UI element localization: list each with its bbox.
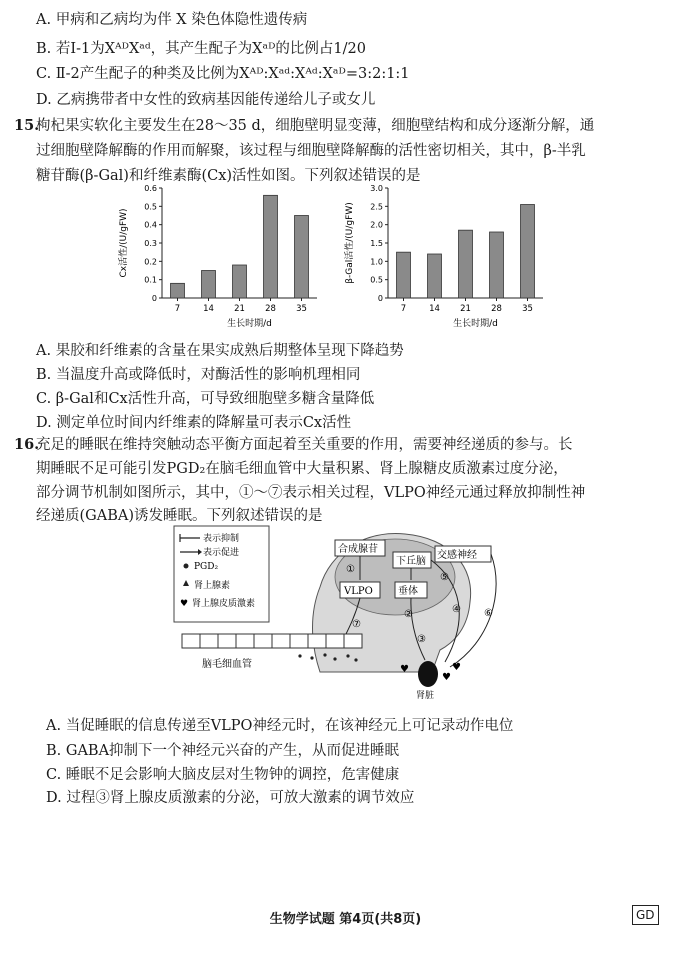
process-3: ③ [417, 634, 426, 645]
bar-21 [233, 265, 247, 298]
svg-text:♥: ♥ [400, 664, 409, 675]
y-tick-label: 0.1 [144, 275, 157, 285]
cx-activity-chart [112, 180, 327, 330]
bar-28 [264, 195, 278, 298]
label-hypothalamus: 下丘脑 [396, 556, 426, 567]
y-tick-label: 3.0 [370, 184, 383, 193]
bar-35 [295, 216, 309, 299]
q16-number: 16. [14, 436, 40, 453]
bar-7 [171, 283, 185, 298]
x-tick-label: 35 [522, 304, 533, 314]
process-4: ④ [452, 604, 461, 615]
y-tick-label: 0.2 [144, 257, 157, 267]
y-tick-label: 0 [151, 294, 157, 303]
bar-21 [459, 230, 473, 298]
legend-inhibit: 表示抑制 [203, 534, 240, 544]
page-footer: 生物学试题 第4页(共8页) [269, 912, 422, 927]
y-tick-label: 2.5 [370, 202, 383, 212]
y-tick-label: 0.4 [144, 220, 157, 230]
process-5: ⑤ [440, 572, 449, 583]
label-kidney: 肾脏 [416, 691, 435, 700]
y-tick-label: 0.3 [144, 239, 157, 248]
legend-pgd2: PGD₂ [194, 562, 219, 572]
label-vlpo: VLPO [344, 586, 373, 597]
y-tick-label: 1.0 [370, 257, 383, 267]
label-adenosine: 合成腺苷 [338, 544, 378, 555]
q16-stem-line3: 部分调节机制如图所示，其中，①～⑦表示相关过程，VLPO神经元通过释放抑制性神 [36, 485, 586, 501]
q16-option-b: B. GABA抑制下一个神经元兴奋的产生，从而促进睡眠 [46, 743, 400, 759]
q16-option-c: C. 睡眠不足会影响大脑皮层对生物钟的调控，危害健康 [46, 767, 400, 783]
capillary-cells [182, 634, 362, 662]
sleep-regulation-diagram [170, 522, 510, 700]
y-axis-label: β-Gal活性/(U/gFW) [345, 202, 355, 284]
q14-option-c: C. Ⅱ-2产生配子的种类及比例为Xᴬᴰ:Xᵃᵈ:Xᴬᵈ:Xᵃᴰ=3:2:1:1 [36, 66, 410, 82]
bar-7 [397, 252, 411, 298]
y-tick-label: 0.6 [144, 184, 157, 193]
q16-stem-line4: 经递质(GABA)诱发睡眠。下列叙述错误的是 [36, 508, 323, 524]
q14-option-b: B. 若Ⅰ-1为XᴬᴰXᵃᵈ，其产生配子为Xᵃᴰ的比例占1/20 [36, 41, 366, 57]
y-tick-label: 0.5 [370, 275, 383, 285]
q16-option-d: D. 过程③肾上腺皮质激素的分泌，可放大激素的调节效应 [46, 790, 415, 806]
q14-option-d: D. 乙病携带者中女性的致病基因能传递给儿子或女儿 [36, 92, 376, 108]
q15-option-c: C. β-Gal和Cx活性升高，可导致细胞壁多糖含量降低 [36, 391, 375, 407]
bar-14 [428, 254, 442, 298]
bar-14 [202, 271, 216, 299]
process-1: ① [346, 564, 355, 575]
label-capillary: 脑毛细血管 [202, 659, 252, 670]
heart-symbol: ♥ [180, 599, 189, 609]
process-7: ⑦ [352, 619, 361, 630]
pgd2-dot-symbol [184, 564, 189, 569]
q15-option-b: B. 当温度升高或降低时，对酶活性的影响机理相同 [36, 367, 361, 383]
y-tick-label: 2.0 [370, 220, 383, 230]
bar-28 [490, 232, 504, 298]
q16-option-a: A. 当促睡眠的信息传递至VLPO神经元时，在该神经元上可记录动作电位 [46, 718, 514, 734]
q16-stem-line2: 期睡眠不足可能引发PGD₂在脑毛细血管中大量积累、肾上腺糖皮质激素过度分泌， [36, 461, 568, 477]
q15-stem-line3: 糖苷酶(β-Gal)和纤维素酶(Cx)活性如图。下列叙述错误的是 [36, 168, 421, 184]
x-tick-label: 21 [460, 304, 471, 314]
y-tick-label: 0.5 [144, 202, 157, 212]
svg-text:♥: ♥ [442, 672, 451, 683]
x-tick-label: 14 [203, 304, 214, 314]
y-tick-label: 0 [377, 294, 383, 303]
process-6: ⑥ [484, 608, 493, 619]
label-pituitary: 垂体 [398, 586, 418, 597]
kidney-shape [418, 661, 438, 687]
x-tick-label: 35 [296, 304, 307, 314]
legend-promote: 表示促进 [203, 548, 240, 558]
q15-number: 15. [14, 117, 40, 134]
x-tick-label: 28 [265, 304, 276, 314]
svg-text:♥: ♥ [452, 662, 461, 673]
q15-option-d: D. 测定单位时间内纤维素的降解量可表示Cx活性 [36, 415, 352, 431]
bgal-activity-chart [338, 180, 553, 330]
q14-option-a: A. 甲病和乙病均为伴 X 染色体隐性遗传病 [36, 12, 308, 28]
x-axis-label: 生长时期/d [227, 319, 272, 329]
x-tick-label: 21 [234, 304, 245, 314]
x-axis-label: 生长时期/d [453, 319, 498, 329]
q16-stem-line1: 充足的睡眠在维持突触动态平衡方面起着至关重要的作用，需要神经递质的参与。长 [36, 437, 573, 453]
q15-stem-line2: 过细胞壁降解酶的作用而解聚，该过程与细胞壁降解酶的活性密切相关，其中，β-半乳 [36, 143, 586, 159]
x-tick-label: 14 [429, 304, 440, 314]
x-tick-label: 7 [400, 304, 407, 314]
gd-badge: GD [632, 905, 659, 925]
y-axis-label: Cx活性/(U/gFW) [119, 208, 129, 278]
q15-stem-line1: 枸杞果实软化主要发生在28～35 d，细胞壁明显变薄，细胞壁结构和成分逐渐分解，通 [36, 118, 595, 134]
process-2: ② [404, 609, 413, 620]
y-tick-label: 1.5 [370, 239, 383, 248]
x-tick-label: 28 [491, 304, 502, 314]
q15-option-a: A. 果胶和纤维素的含量在果实成熟后期整体呈现下降趋势 [36, 343, 404, 359]
label-sympathetic: 交感神经 [437, 550, 477, 561]
legend-adrenaline: 肾上腺素 [194, 581, 231, 591]
bar-35 [521, 205, 535, 299]
x-tick-label: 7 [174, 304, 181, 314]
legend-cortical-hormone: 肾上腺皮质激素 [192, 599, 256, 609]
